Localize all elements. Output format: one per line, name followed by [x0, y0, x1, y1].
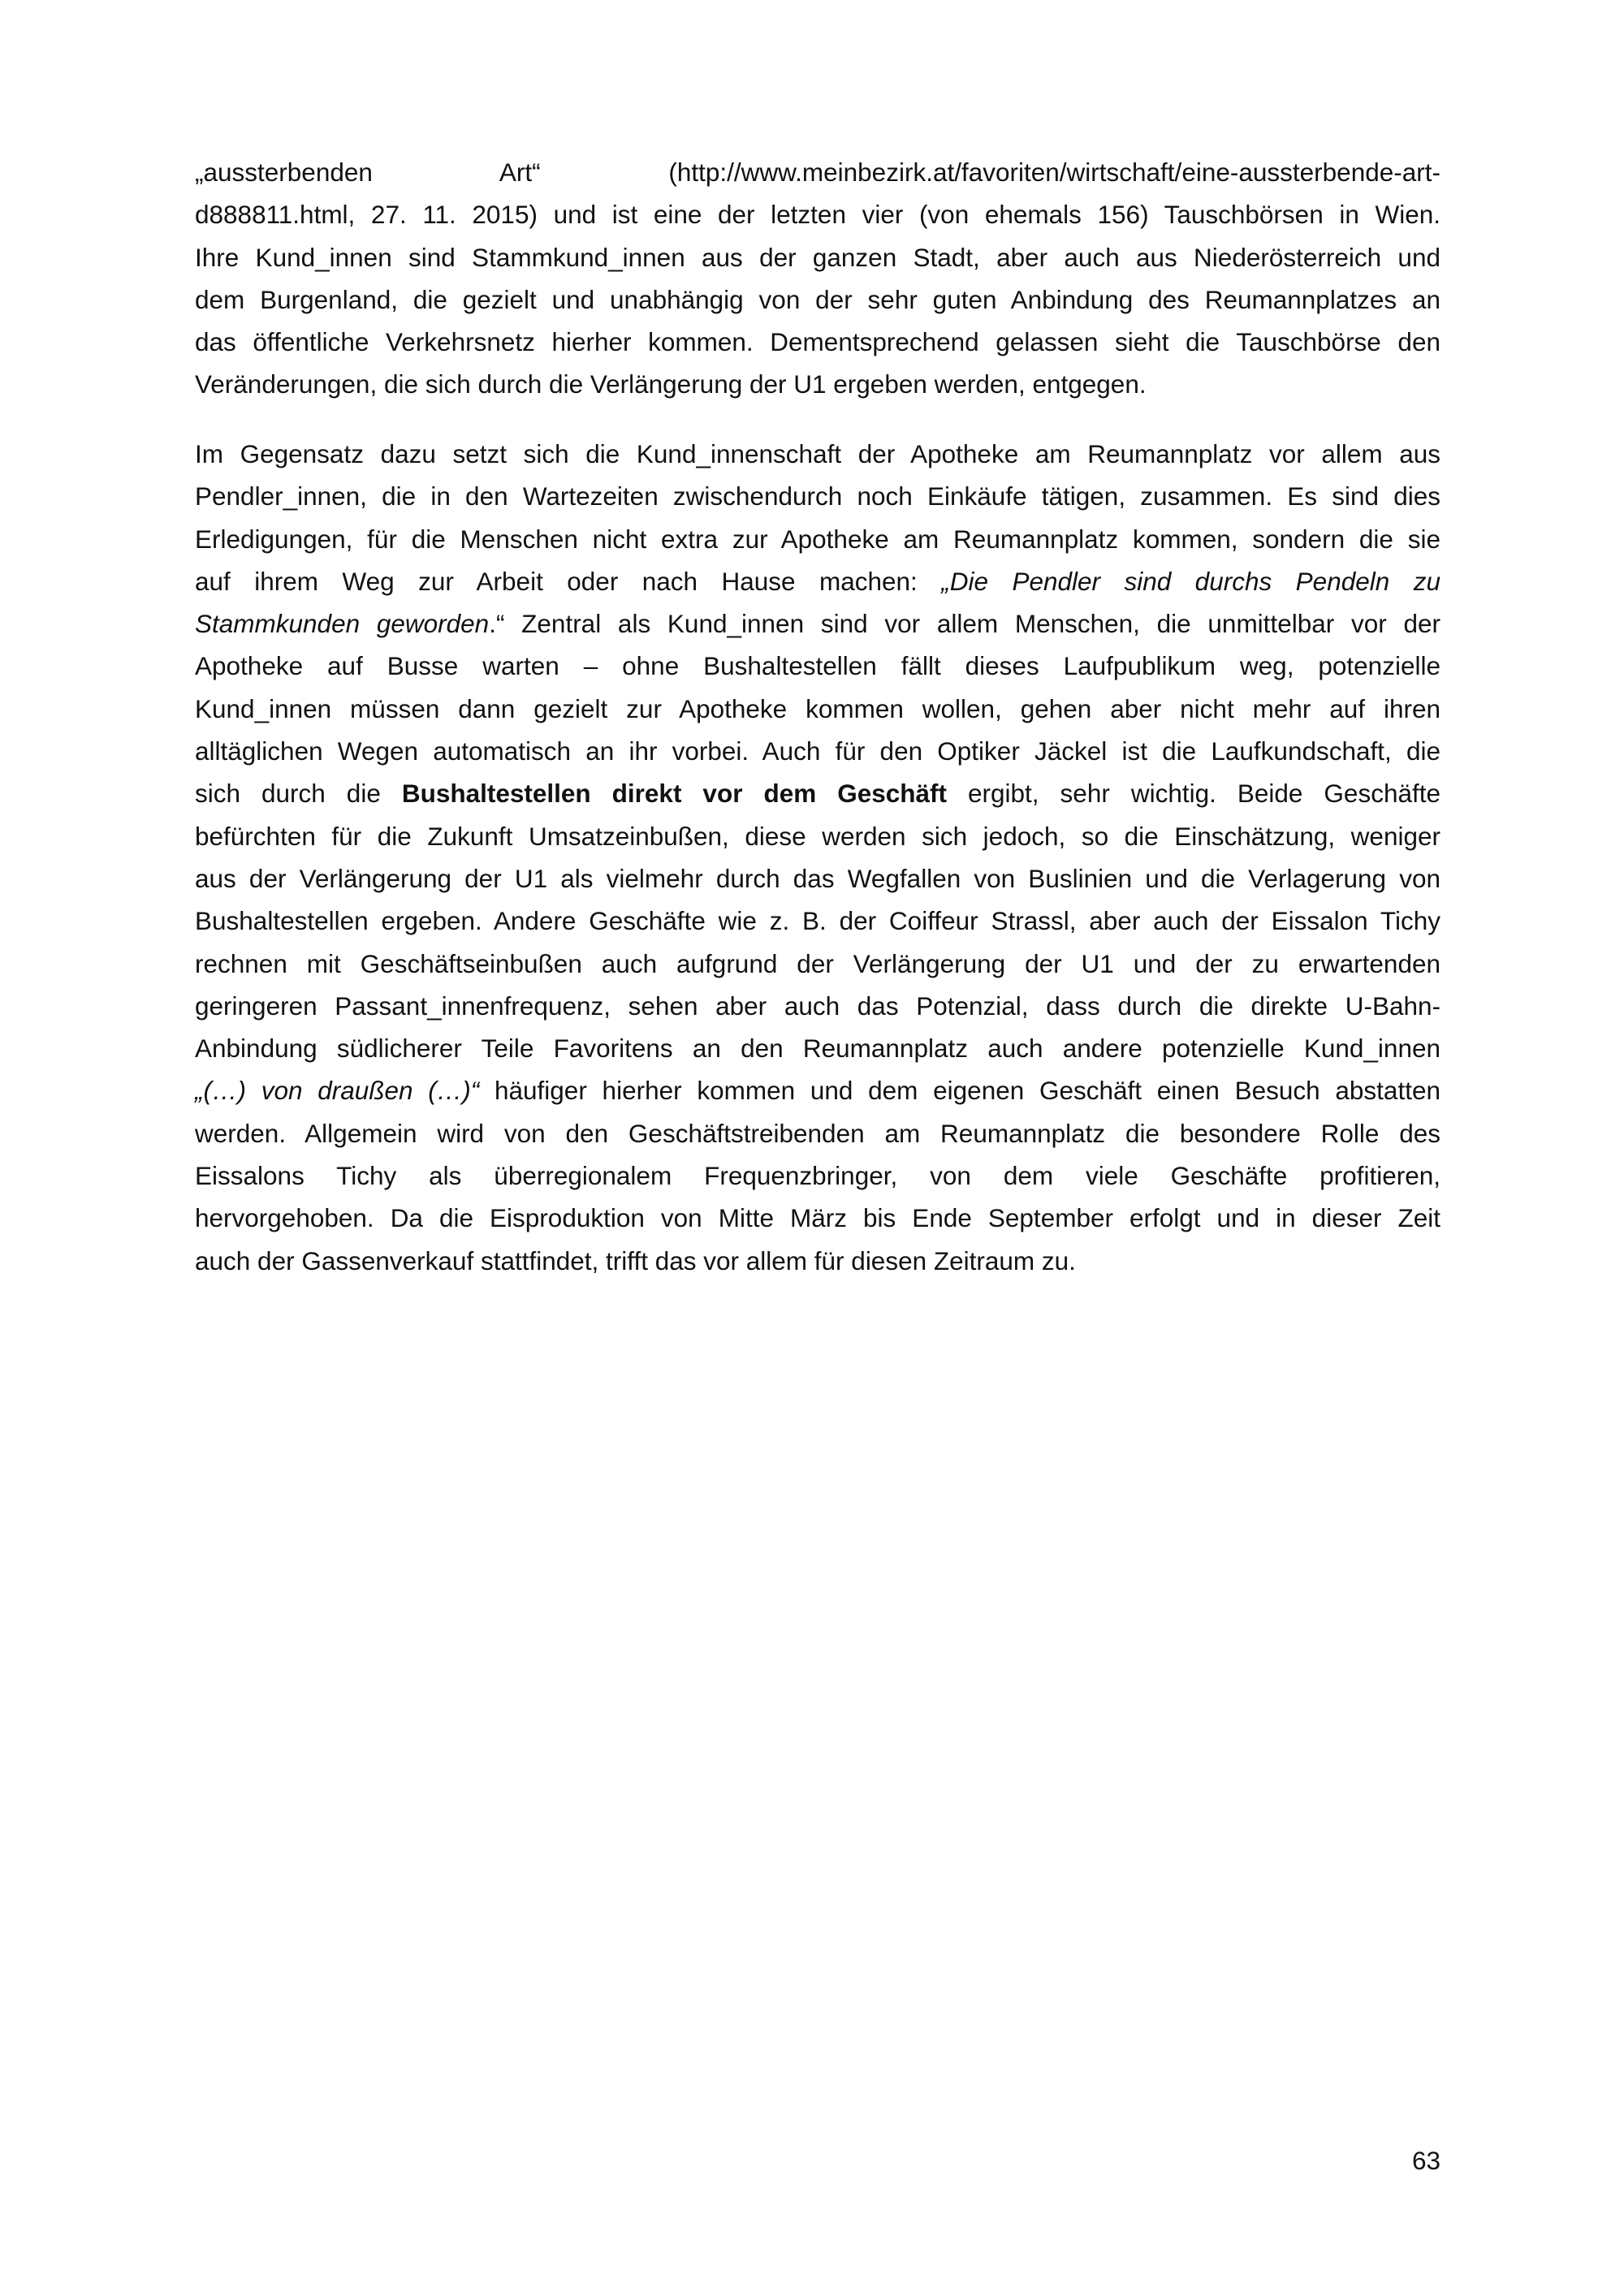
paragraph-line: Erledigungen, für die Menschen nicht extra zur Apotheke am Reumannplatz kommen, sondern die sie — [195, 524, 1440, 554]
paragraph-line: Pendler_innen, die in den Wartezeiten zwischendurch noch Einkäufe tätigen, zusammen. Es sind dies — [195, 481, 1440, 511]
paragraph-line — [195, 1069, 1440, 1111]
paragraph-line: Veränderungen, die sich durch die Verlängerung der U1 ergeben werden, entgegen. — [195, 369, 1147, 399]
text-run: ergibt, sehr wichtig. Beide Geschäfte — [947, 779, 1440, 809]
paragraph-line: auch der Gassenverkauf stattfindet, trifft das vor allem für diesen Zeitraum zu. — [195, 1245, 1076, 1275]
paragraph-line: Kund_innen müssen dann gezielt zur Apotheke kommen wollen, gehen aber nicht mehr auf ihren — [195, 693, 1440, 723]
paragraph-line: alltäglichen Wegen automatisch an ihr vorbei. Auch für den Optiker Jäckel ist die Laufkundschaft, die — [195, 736, 1440, 766]
text-run: häufiger hierher kommen und dem eigenen Geschäft einen Besuch abstatten — [479, 1076, 1440, 1106]
paragraph-line: befürchten für die Zukunft Umsatzeinbußen, diese werden sich jedoch, so die Einschätzung, weniger — [195, 821, 1440, 851]
paragraph-line: das öffentliche Verkehrsnetz hierher kommen. Dementsprechend gelassen sieht die Tauschbörse den — [195, 327, 1440, 357]
quote-pendler: „Die Pendler sind durchs Pendeln zu — [941, 566, 1440, 596]
paragraph-line: Im Gegensatz dazu setzt sich die Kund_innenschaft der Apotheke am Reumannplatz vor allem aus — [195, 439, 1440, 468]
paragraph-line: hervorgehoben. Da die Eisproduktion von Mitte März bis Ende September erfolgt und in dieser Zeit — [195, 1203, 1440, 1233]
page-number: 63 — [1411, 2146, 1440, 2175]
paragraph-line: werden. Allgemein wird von den Geschäftstreibenden am Reumannplatz die besondere Rolle des — [195, 1118, 1440, 1148]
paragraph-line: Bushaltestellen ergeben. Andere Geschäfte wie z. B. der Coiffeur Strassl, aber auch der Eissalon Tichy — [195, 906, 1440, 936]
text-run: .“ Zentral als Kund_innen sind vor allem Menschen, die unmittelbar vor der — [489, 609, 1440, 639]
paragraph-line: Apotheke auf Busse warten – ohne Bushaltestellen fällt dieses Laufpublikum weg, potenzielle — [195, 651, 1440, 681]
paragraph-line: Eissalons Tichy als überregionalem Frequenzbringer, von dem viele Geschäfte profitieren, — [195, 1161, 1440, 1191]
paragraph-line: dem Burgenland, die gezielt und unabhängig von der sehr guten Anbindung des Reumannplatzes an — [195, 284, 1440, 314]
paragraph-line: Anbindung südlicherer Teile Favoritens an den Reumannplatz auch andere potenzielle Kund_innen — [195, 1034, 1440, 1064]
paragraph-line — [195, 602, 1440, 645]
quote-draussen: „(…) von draußen (…)“ — [195, 1076, 480, 1106]
paragraph-line: „aussterbenden Art“ (http://www.meinbezirk.at/favoriten/wirtschaft/eine-aussterbende-art- — [195, 158, 1440, 187]
paragraph-line: aus der Verlängerung der U1 als vielmehr durch das Wegfallen von Buslinien und die Verlagerung von — [195, 863, 1440, 893]
text-run: sich durch die — [195, 779, 402, 809]
paragraph-line: Ihre Kund_innen sind Stammkund_innen aus der ganzen Stadt, aber auch aus Niederösterreich und — [195, 242, 1440, 272]
paragraph-line — [195, 560, 1440, 602]
paragraph-tauschboerse — [195, 151, 1440, 406]
paragraph-line: rechnen mit Geschäftseinbußen auch aufgrund der Verlängerung der U1 und der zu erwartenden — [195, 948, 1440, 978]
paragraph-apotheke — [195, 433, 1440, 1282]
paragraph-line: geringeren Passant_innenfrequenz, sehen aber auch das Potenzial, dass durch die direkte U-Bahn- — [195, 990, 1440, 1021]
text-run: auf ihrem Weg zur Arbeit oder nach Hause machen: — [195, 566, 942, 596]
bold-emphasis: Bushaltestellen direkt vor dem Geschäft — [401, 779, 948, 809]
quote-stammkunden: Stammkunden geworden — [195, 609, 490, 639]
paragraph-line: d888811.html, 27. 11. 2015) und ist eine der letzten vier (von ehemals 156) Tauschbörsen in Wien. — [195, 200, 1440, 230]
paragraph-line — [195, 772, 1440, 814]
